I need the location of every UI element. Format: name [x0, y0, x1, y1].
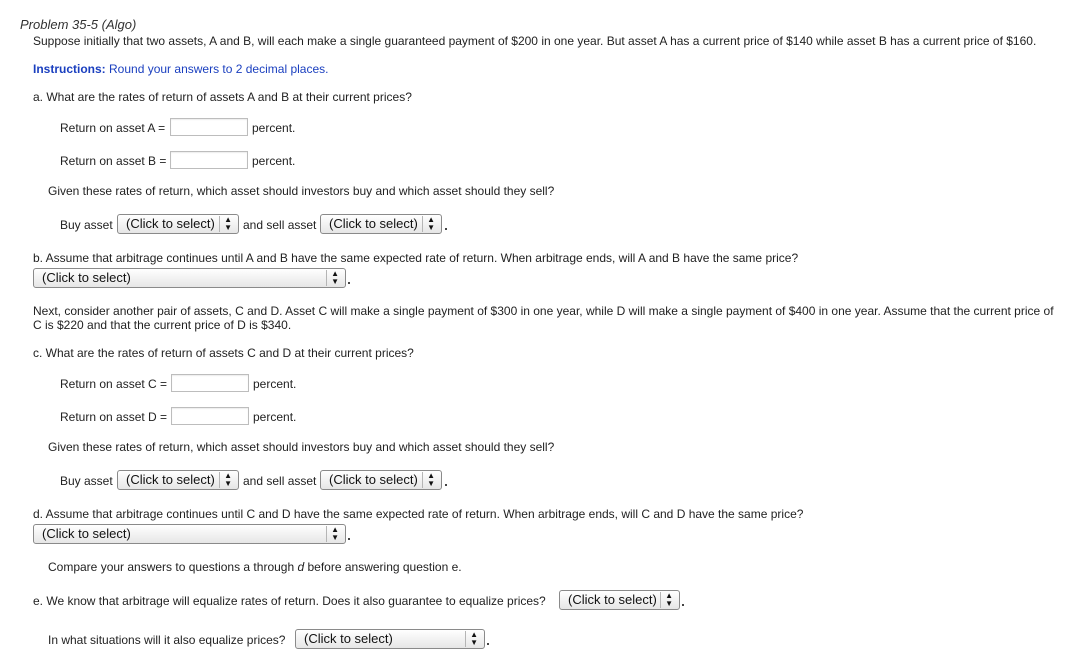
sell-asset-select-a-value: (Click to select) [329, 216, 418, 231]
situations-select[interactable] [295, 629, 485, 649]
return-d-input[interactable] [171, 407, 249, 425]
situations-select-value: (Click to select) [304, 631, 393, 646]
same-price-select-ab-value: (Click to select) [42, 270, 131, 285]
same-price-select-cd[interactable] [33, 524, 346, 544]
period-dot [682, 604, 684, 606]
buy-asset-label-a: Buy asset [60, 218, 113, 232]
instructions-text: Round your answers to 2 decimal places. [109, 62, 329, 76]
given-a: Given these rates of return, which asset should investors buy and which asset should they sell? [48, 184, 555, 198]
updown-arrows-icon: ▲ ▼ [331, 525, 339, 542]
question-d: d. Assume that arbitrage continues until C and D have the same expected rate of return. When arbitrage ends, will C and D have the same price? [33, 507, 804, 521]
equalize-prices-select-value: (Click to select) [568, 592, 657, 607]
updown-arrows-icon: ▲ ▼ [427, 215, 435, 232]
return-a-unit: percent. [252, 121, 296, 135]
question-b: b. Assume that arbitrage continues until A and B have the same expected rate of return. When arbitrage ends, will A and B have the same price? [33, 251, 799, 265]
sell-asset-label-c: and sell asset [243, 474, 317, 488]
buy-asset-select-a-value: (Click to select) [126, 216, 215, 231]
updown-arrows-icon: ▲ ▼ [224, 471, 232, 488]
instructions [33, 62, 328, 76]
return-d-unit: percent. [253, 410, 297, 424]
buy-asset-label-c: Buy asset [60, 474, 113, 488]
return-c-label: Return on asset C = [60, 377, 168, 391]
period-dot [445, 228, 447, 230]
return-d-label: Return on asset D = [60, 410, 168, 424]
return-a-input[interactable] [170, 118, 248, 136]
instructions-label: Instructions: [33, 62, 106, 76]
problem-title: Problem 35-5 (Algo) [20, 17, 137, 32]
equalize-prices-select[interactable] [559, 590, 680, 610]
same-price-select-cd-value: (Click to select) [42, 526, 131, 541]
return-b-label: Return on asset B = [60, 154, 167, 168]
updown-arrows-icon: ▲ ▼ [331, 269, 339, 286]
buy-asset-select-c-value: (Click to select) [126, 472, 215, 487]
updown-arrows-icon: ▲ ▼ [665, 591, 673, 608]
problem-intro: Suppose initially that two assets, A and B, will each make a single guaranteed payment of $200 in one year. But asset A has a current price of $140 while asset B has a current price of $160. [33, 34, 1037, 48]
next-paragraph-line2: C is $220 and that the current price of D is $340. [33, 318, 292, 332]
sell-asset-select-c[interactable] [320, 470, 442, 490]
period-dot [348, 538, 350, 540]
updown-arrows-icon: ▲ ▼ [470, 630, 478, 647]
updown-arrows-icon: ▲ ▼ [224, 215, 232, 232]
sell-asset-label-a: and sell asset [243, 218, 317, 232]
return-a-label: Return on asset A = [60, 121, 166, 135]
updown-arrows-icon: ▲ ▼ [427, 471, 435, 488]
return-c-input[interactable] [171, 374, 249, 392]
situations-label: In what situations will it also equalize prices? [48, 633, 286, 647]
return-c-unit: percent. [253, 377, 297, 391]
sell-asset-select-c-value: (Click to select) [329, 472, 418, 487]
question-e: e. We know that arbitrage will equalize rates of return. Does it also guarantee to equalize prices? [33, 594, 546, 608]
question-a: a. What are the rates of return of assets A and B at their current prices? [33, 90, 412, 104]
compare-note-after: before answering question e. [304, 560, 462, 574]
period-dot [487, 643, 489, 645]
buy-asset-select-a[interactable] [117, 214, 239, 234]
question-c: c. What are the rates of return of assets C and D at their current prices? [33, 346, 414, 360]
buy-asset-select-c[interactable] [117, 470, 239, 490]
return-b-unit: percent. [252, 154, 296, 168]
sell-asset-select-a[interactable] [320, 214, 442, 234]
period-dot [348, 282, 350, 284]
period-dot [445, 484, 447, 486]
next-paragraph-line1: Next, consider another pair of assets, C and D. Asset C will make a single payment of $300 in one year, while D will make a single payment of $400 in one year. Assume that the current price of [33, 304, 1054, 318]
compare-note-italic: d [297, 560, 305, 574]
compare-note [48, 560, 462, 574]
compare-note-before: Compare your answers to questions a through [48, 560, 298, 574]
return-b-input[interactable] [170, 151, 248, 169]
given-c: Given these rates of return, which asset should investors buy and which asset should they sell? [48, 440, 555, 454]
same-price-select-ab[interactable] [33, 268, 346, 288]
